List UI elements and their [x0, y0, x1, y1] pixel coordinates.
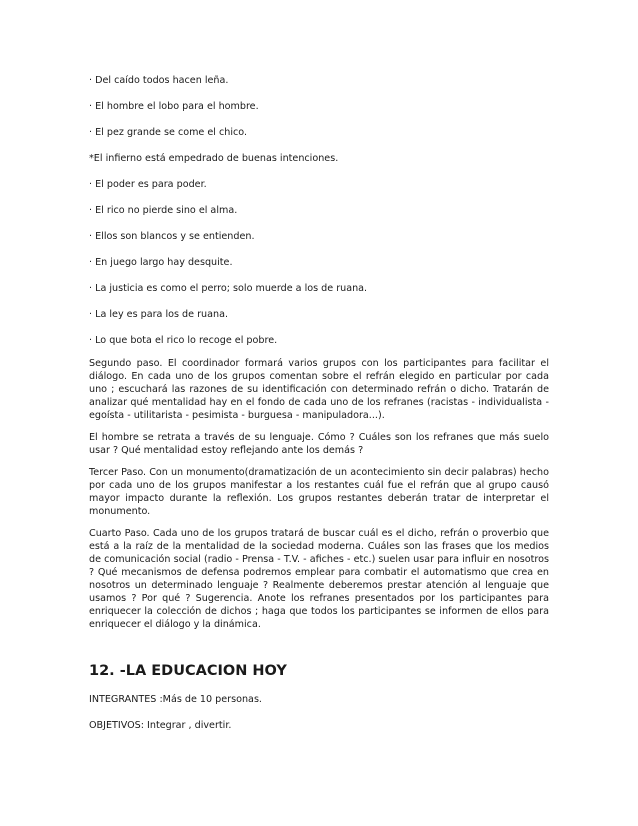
- integrantes-line: INTEGRANTES :Más de 10 personas.: [89, 694, 262, 705]
- proverb-line: *El infierno está empedrado de buenas intenciones.: [89, 153, 339, 164]
- proverb-line: · El poder es para poder.: [89, 179, 207, 190]
- proverb-line: · El rico no pierde sino el alma.: [89, 205, 238, 216]
- proverb-line: · Lo que bota el rico lo recoge el pobre.: [89, 335, 278, 346]
- proverb-line: · En juego largo hay desquite.: [89, 257, 233, 268]
- paragraph-cuarto-paso: Cuarto Paso. Cada uno de los grupos tratará de buscar cuál es el dicho, refrán o proverbio que está a la raíz de la mentalidad de la sociedad moderna. Cuáles son las frases que los medios de comunicación social (radio - Prensa - T.V. - afiches - etc.) suelen usar para influir en nosotros ? Qué mecanismos de defensa podremos emplear para combatir el automatismo que crea en nosotros un determinado lenguaje ? Realmente deberemos prestar atención al lenguaje que usamos ? Por qué ? Sugerencia. Anote los refranes presentados por los participantes para enriquecer la colección de dichos ; haga que todos los participantes se informen de ellos para enriquecer el diálogo y la dinámica.: [89, 528, 549, 630]
- paragraph-lenguaje: El hombre se retrata a través de su lenguaje. Cómo ? Cuáles son los refranes que más suelo usar ? Qué mentalidad estoy reflejando ante los demás ?: [89, 432, 549, 456]
- proverb-line: · La ley es para los de ruana.: [89, 309, 228, 320]
- paragraph-tercer-paso: Tercer Paso. Con un monumento(dramatización de un acontecimiento sin decir palabras) hecho por cada uno de los grupos manifestar a los restantes cuál fue el refrán que al grupo causó mayor impacto durante la reflexión. Los grupos restantes deberán tratar de interpretar el monumento.: [89, 467, 549, 517]
- proverb-line: · El pez grande se come el chico.: [89, 127, 248, 138]
- proverb-line: · Ellos son blancos y se entienden.: [89, 231, 255, 242]
- objetivos-line: OBJETIVOS: Integrar , divertir.: [89, 720, 232, 731]
- proverb-line: · El hombre el lobo para el hombre.: [89, 101, 259, 112]
- proverb-line: · Del caído todos hacen leña.: [89, 75, 229, 86]
- paragraph-segundo-paso: Segundo paso. El coordinador formará varios grupos con los participantes para facilitar el diálogo. En cada uno de los grupos comentan sobre el refrán elegido en particular por cada uno ; escuchará las razones de su identificación con determinado refrán o dicho. Tratarán de analizar qué mentalidad hay en el fondo de cada uno de los refranes (racistas - individualista - egoísta - utilitarista - pesimista - burguesa - manipuladora...).: [89, 358, 549, 421]
- section-heading: 12. -LA EDUCACION HOY: [89, 663, 287, 679]
- proverb-line: · La justicia es como el perro; solo muerde a los de ruana.: [89, 283, 368, 294]
